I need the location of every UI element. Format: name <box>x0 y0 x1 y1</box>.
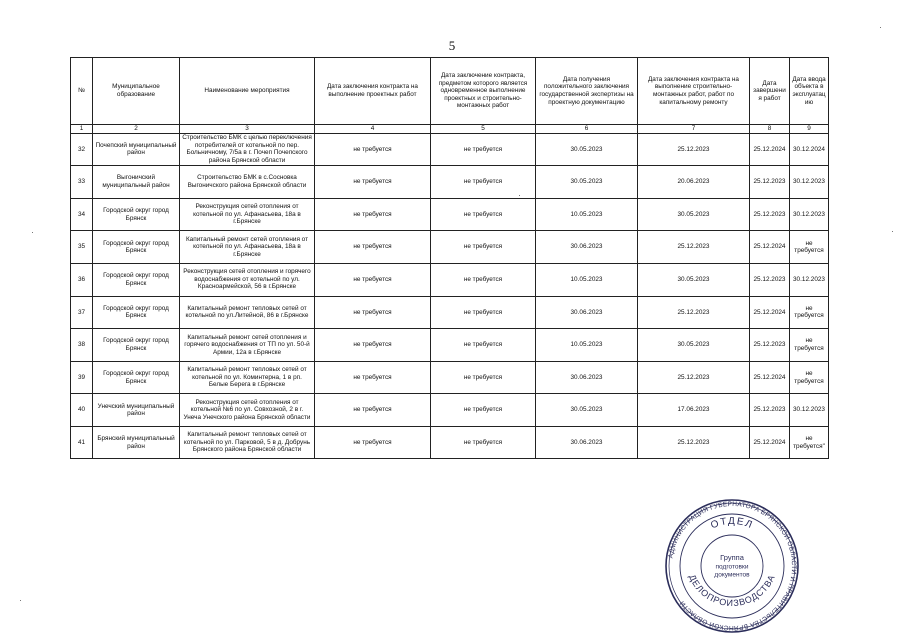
col-header-combined-contract-date: Дата заключение контракта, предметом которого является одновременное выполнение проектных и строительно-монтажных работ <box>431 58 536 125</box>
cell-design-contract-date: не требуется <box>315 296 431 329</box>
cell-municipality: Городской округ город Брянск <box>93 263 180 296</box>
table-row <box>71 296 829 329</box>
column-number: 4 <box>315 125 431 134</box>
office-stamp <box>664 498 800 634</box>
cell-municipality: Городской округ город Брянск <box>93 198 180 231</box>
cell-commissioning-date: 30.12.2023 <box>790 263 829 296</box>
cell-number: 41 <box>71 426 93 459</box>
cell-combined-contract-date: не требуется <box>431 329 536 362</box>
cell-completion-date: 25.12.2023 <box>750 263 790 296</box>
cell-combined-contract-date: не требуется <box>431 198 536 231</box>
cell-combined-contract-date: не требуется <box>431 263 536 296</box>
column-number: 1 <box>71 125 93 134</box>
cell-completion-date: 25.12.2024 <box>750 426 790 459</box>
cell-completion-date: 25.12.2023 <box>750 329 790 362</box>
col-header-design-contract-date: Дата заключения контракта на выполнение проектных работ <box>315 58 431 125</box>
cell-measure: Капитальный ремонт сетей отопления от котельной по ул. Афанасьева, 18а в г.Брянске <box>180 231 315 264</box>
schedule-table <box>70 57 829 459</box>
cell-commissioning-date: не требуется <box>790 329 829 362</box>
cell-completion-date: 25.12.2024 <box>750 231 790 264</box>
table-row <box>71 133 829 166</box>
cell-number: 38 <box>71 329 93 362</box>
cell-completion-date: 25.12.2024 <box>750 133 790 166</box>
cell-measure: Реконструкция сетей отопления от котельной по ул. Афанасьева, 18а в г.Брянске <box>180 198 315 231</box>
col-header-measure: Наименование мероприятия <box>180 58 315 125</box>
cell-municipality: Городской округ город Брянск <box>93 231 180 264</box>
col-header-expertise-date: Дата получения положительного заключения государственной экспертизы на проектную документацию <box>536 58 638 125</box>
cell-design-contract-date: не требуется <box>315 263 431 296</box>
stamp-arc-top: ОТДЕЛ <box>709 515 755 532</box>
cell-design-contract-date: не требуется <box>315 166 431 199</box>
cell-municipality: Выгоничский муниципальный район <box>93 166 180 199</box>
table-row <box>71 329 829 362</box>
col-header-municipality: Муниципальное образование <box>93 58 180 125</box>
cell-construction-contract-date: 25.12.2023 <box>638 231 750 264</box>
closing-quote-mark: " <box>822 442 825 450</box>
table-row <box>71 263 829 296</box>
table-row <box>71 361 829 394</box>
cell-expertise-date: 10.05.2023 <box>536 329 638 362</box>
stamp-center-line: подготовки <box>715 563 749 571</box>
cell-number: 34 <box>71 198 93 231</box>
cell-combined-contract-date: не требуется <box>431 394 536 427</box>
cell-measure: Капитальный ремонт тепловых сетей от котельной по ул. Коминтерна, 1 в рп. Белые Берега в г.Брянске <box>180 361 315 394</box>
col-header-completion-date: Дата завершения работ <box>750 58 790 125</box>
cell-design-contract-date: не требуется <box>315 198 431 231</box>
cell-completion-date: 25.12.2023 <box>750 394 790 427</box>
cell-construction-contract-date: 25.12.2023 <box>638 426 750 459</box>
cell-expertise-date: 10.05.2023 <box>536 263 638 296</box>
cell-design-contract-date: не требуется <box>315 426 431 459</box>
cell-design-contract-date: не требуется <box>315 361 431 394</box>
cell-construction-contract-date: 25.12.2023 <box>638 296 750 329</box>
column-number: 7 <box>638 125 750 134</box>
cell-completion-date: 25.12.2023 <box>750 166 790 199</box>
scan-speck <box>880 27 881 28</box>
cell-number: 39 <box>71 361 93 394</box>
cell-combined-contract-date: не требуется <box>431 231 536 264</box>
table-row <box>71 394 829 427</box>
page-number: 5 <box>448 38 456 53</box>
cell-measure: Строительство БМК в с.Сосновка Выгоничского района Брянской области <box>180 166 315 199</box>
scan-speck <box>20 600 21 601</box>
cell-construction-contract-date: 17.06.2023 <box>638 394 750 427</box>
cell-design-contract-date: не требуется <box>315 133 431 166</box>
cell-number: 33 <box>71 166 93 199</box>
cell-municipality: Брянский муниципальный район <box>93 426 180 459</box>
cell-commissioning-date: 30.12.2023 <box>790 394 829 427</box>
cell-measure: Реконструкция сетей отопления от котельной №6 по ул. Совхозной, 2 в г. Унеча Унечского района Брянской области <box>180 394 315 427</box>
table-row <box>71 231 829 264</box>
cell-commissioning-date: не требуется <box>790 231 829 264</box>
table-row <box>71 198 829 231</box>
cell-combined-contract-date: не требуется <box>431 361 536 394</box>
stamp-center-line: Группа <box>720 553 744 562</box>
cell-measure: Капитальный ремонт тепловых сетей от котельной по ул. Парковой, 5 в д. Добрунь Брянского района Брянской области <box>180 426 315 459</box>
cell-expertise-date: 10.05.2023 <box>536 198 638 231</box>
cell-combined-contract-date: не требуется <box>431 166 536 199</box>
table-header-row <box>71 58 829 125</box>
cell-completion-date: 25.12.2024 <box>750 361 790 394</box>
cell-expertise-date: 30.06.2023 <box>536 296 638 329</box>
col-header-construction-contract-date: Дата заключения контракта на выполнение строительно-монтажных работ, работ по капитальному ремонту <box>638 58 750 125</box>
cell-expertise-date: 30.05.2023 <box>536 394 638 427</box>
cell-expertise-date: 30.06.2023 <box>536 231 638 264</box>
cell-expertise-date: 30.06.2023 <box>536 426 638 459</box>
cell-combined-contract-date: не требуется <box>431 296 536 329</box>
cell-combined-contract-date: не требуется <box>431 426 536 459</box>
cell-completion-date: 25.12.2023 <box>750 198 790 231</box>
cell-number: 37 <box>71 296 93 329</box>
cell-construction-contract-date: 30.05.2023 <box>638 329 750 362</box>
cell-expertise-date: 30.06.2023 <box>536 361 638 394</box>
cell-commissioning-date: 30.12.2023 <box>790 166 829 199</box>
column-number: 3 <box>180 125 315 134</box>
table-row <box>71 426 829 459</box>
cell-municipality: Унечский муниципальный район <box>93 394 180 427</box>
col-header-number: № <box>71 58 93 125</box>
cell-construction-contract-date: 25.12.2023 <box>638 133 750 166</box>
cell-commissioning-date: 30.12.2023 <box>790 198 829 231</box>
stamp-arc-bottom: ДЕЛОПРОИЗВОДСТВА <box>687 572 777 609</box>
cell-commissioning-date: 30.12.2024 <box>790 133 829 166</box>
cell-number: 32 <box>71 133 93 166</box>
cell-design-contract-date: не требуется <box>315 329 431 362</box>
cell-measure: Капитальный ремонт сетей отопления и горячего водоснабжения от ТП по ул. 50-й Армии, 12а в г.Брянске <box>180 329 315 362</box>
cell-number: 36 <box>71 263 93 296</box>
cell-number: 40 <box>71 394 93 427</box>
cell-measure: Строительство БМК с целью переключения потребителей от котельной по пер. Больничному, 7/5а в г. Почеп Почепского района Брянской области <box>180 133 315 166</box>
column-number: 5 <box>431 125 536 134</box>
cell-measure: Капитальный ремонт тепловых сетей от котельной по ул.Литейной, 86 в г.Брянске <box>180 296 315 329</box>
column-number: 6 <box>536 125 638 134</box>
cell-expertise-date: 30.05.2023 <box>536 166 638 199</box>
cell-completion-date: 25.12.2024 <box>750 296 790 329</box>
cell-municipality: Городской округ город Брянск <box>93 329 180 362</box>
cell-construction-contract-date: 20.06.2023 <box>638 166 750 199</box>
cell-construction-contract-date: 30.05.2023 <box>638 198 750 231</box>
column-number: 8 <box>750 125 790 134</box>
stamp-center-line: документов <box>714 571 750 579</box>
cell-municipality: Городской округ город Брянск <box>93 296 180 329</box>
cell-construction-contract-date: 30.05.2023 <box>638 263 750 296</box>
cell-number: 35 <box>71 231 93 264</box>
cell-design-contract-date: не требуется <box>315 394 431 427</box>
cell-municipality: Почепский муниципальный район <box>93 133 180 166</box>
table-row <box>71 166 829 199</box>
cell-design-contract-date: не требуется <box>315 231 431 264</box>
commissioning-value: не требуется <box>793 435 823 450</box>
column-number-row <box>71 125 829 134</box>
cell-municipality: Городской округ город Брянск <box>93 361 180 394</box>
cell-construction-contract-date: 25.12.2023 <box>638 361 750 394</box>
cell-commissioning-date <box>790 426 829 459</box>
column-number: 2 <box>93 125 180 134</box>
cell-expertise-date: 30.05.2023 <box>536 133 638 166</box>
col-header-commissioning-date: Дата ввода объекта в эксплуатацию <box>790 58 829 125</box>
cell-commissioning-date: не требуется <box>790 361 829 394</box>
column-number: 9 <box>790 125 829 134</box>
scan-speck <box>32 232 33 233</box>
cell-measure: Реконструкция сетей отопления и горячего водоснабжения от котельной по ул. Красноармейской, 56 в г.Брянске <box>180 263 315 296</box>
cell-commissioning-date: не требуется <box>790 296 829 329</box>
scan-speck <box>892 231 893 232</box>
scan-speck <box>519 195 520 196</box>
stamp-outer-text: АДМИНИСТРАЦИЯ ГУБЕРНАТОРА БРЯНСКОЙ ОБЛАСТИ И ПРАВИТЕЛЬСТВА БРЯНСКОЙ ОБЛАСТИ <box>667 500 798 632</box>
cell-combined-contract-date: не требуется <box>431 133 536 166</box>
